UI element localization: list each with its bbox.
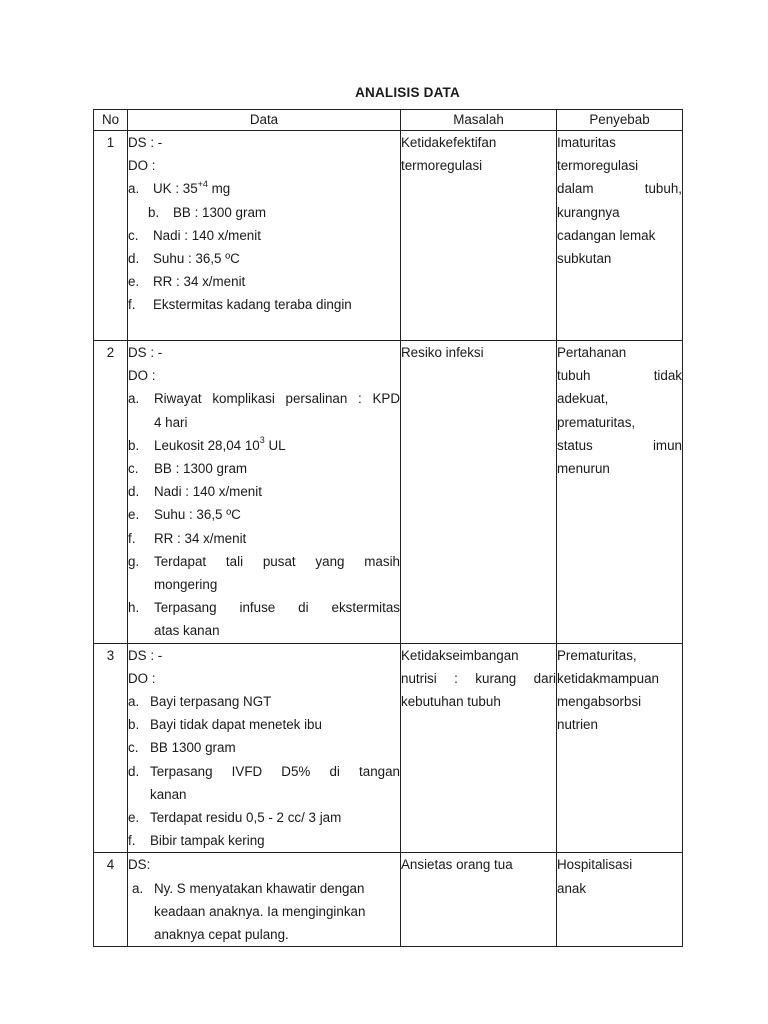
header-penyebab: Penyebab — [557, 110, 683, 131]
list-item: a. Ny. S menyatakan khawatir dengan keadaan anaknya. Ia menginginkan anaknya cepat pulang. — [132, 880, 366, 943]
list-item: g. Terdapat tali pusat yang masih mongering — [128, 553, 400, 593]
row-number: 2 — [94, 341, 128, 644]
data-cell — [128, 643, 401, 853]
penyebab-cell: Imaturitas termoregulasi dalam tubuh, kurangnya cadangan lemak subkutan — [557, 131, 683, 341]
list-item: f. Ekstermitas kadang teraba dingin — [128, 297, 352, 313]
list-item: d. Suhu : 36,5 ºC — [128, 251, 240, 267]
penyebab-cell: Pertahanan tubuh tidak adekuat, prematuritas, status imun menurun — [557, 341, 683, 644]
ds-label: DS : - — [128, 345, 163, 360]
table-header-row — [94, 110, 683, 131]
table-row — [94, 643, 683, 853]
row-number: 1 — [94, 131, 128, 341]
do-label: DO : — [128, 158, 156, 174]
list-item: e. Terdapat residu 0,5 - 2 cc/ 3 jam — [128, 810, 342, 826]
ds-label: DS: — [128, 857, 151, 873]
ds-label: DS : - — [128, 647, 163, 663]
ds-label: DS : - — [128, 135, 163, 150]
list-item: d. Nadi : 140 x/menit — [128, 484, 262, 500]
data-cell — [128, 131, 401, 341]
masalah-cell: Resiko infeksi — [401, 341, 557, 644]
list-item: a. UK : $35^{+4}$ mg — [128, 178, 231, 197]
header-data: Data — [128, 110, 401, 131]
penyebab-cell: Hospitalisasi anak — [557, 853, 683, 947]
list-item: c. BB 1300 gram — [128, 740, 236, 756]
row-number: 4 — [94, 853, 128, 947]
list-item: c. Nadi : 140 x/menit — [128, 227, 261, 243]
analysis-table — [93, 109, 683, 947]
list-item: c. BB : 1300 gram — [128, 461, 248, 477]
masalah-cell: Ketidakseimbangan nutrisi : kurang dari kebutuhan tubuh — [401, 643, 557, 853]
table-row — [94, 131, 683, 341]
do-label: DO : — [128, 368, 156, 384]
table-row — [94, 853, 683, 947]
list-item: a. Riwayat komplikasi persalinan : KPD 4 hari — [128, 391, 400, 430]
row-number: 3 — [94, 643, 128, 853]
masalah-cell: Ketidakefektifan termoregulasi — [401, 131, 557, 341]
list-item: b. Bayi tidak dapat menetek ibu — [128, 717, 322, 733]
list-item: f. RR : 34 x/menit — [128, 530, 247, 546]
data-cell — [128, 341, 401, 644]
header-no: No — [94, 110, 128, 131]
data-cell — [128, 853, 401, 947]
do-label: DO : — [128, 670, 156, 686]
page-title: ANALISIS DATA — [355, 85, 460, 100]
list-item: f. Bibir tampak kering — [128, 833, 265, 849]
list-item: e. RR : 34 x/menit — [128, 274, 246, 290]
penyebab-cell: Prematuritas, ketidakmampuan mengabsorbsi nutrien — [557, 643, 683, 853]
table-row — [94, 341, 683, 644]
header-masalah: Masalah — [401, 110, 557, 131]
masalah-cell: Ansietas orang tua — [401, 853, 557, 947]
list-item: b. Leukosit 28,04 $10^3$ UL — [128, 435, 286, 453]
list-item: a. Bayi terpasang NGT — [128, 694, 272, 710]
list-item: d. Terpasang IVFD D5% di tangan kanan — [128, 763, 400, 802]
list-item: h. Terpasang infuse di ekstermitas atas kanan — [128, 600, 400, 639]
list-item: b. BB : 1300 gram — [148, 204, 267, 220]
list-item: e. Suhu : 36,5 ºC — [128, 507, 241, 523]
